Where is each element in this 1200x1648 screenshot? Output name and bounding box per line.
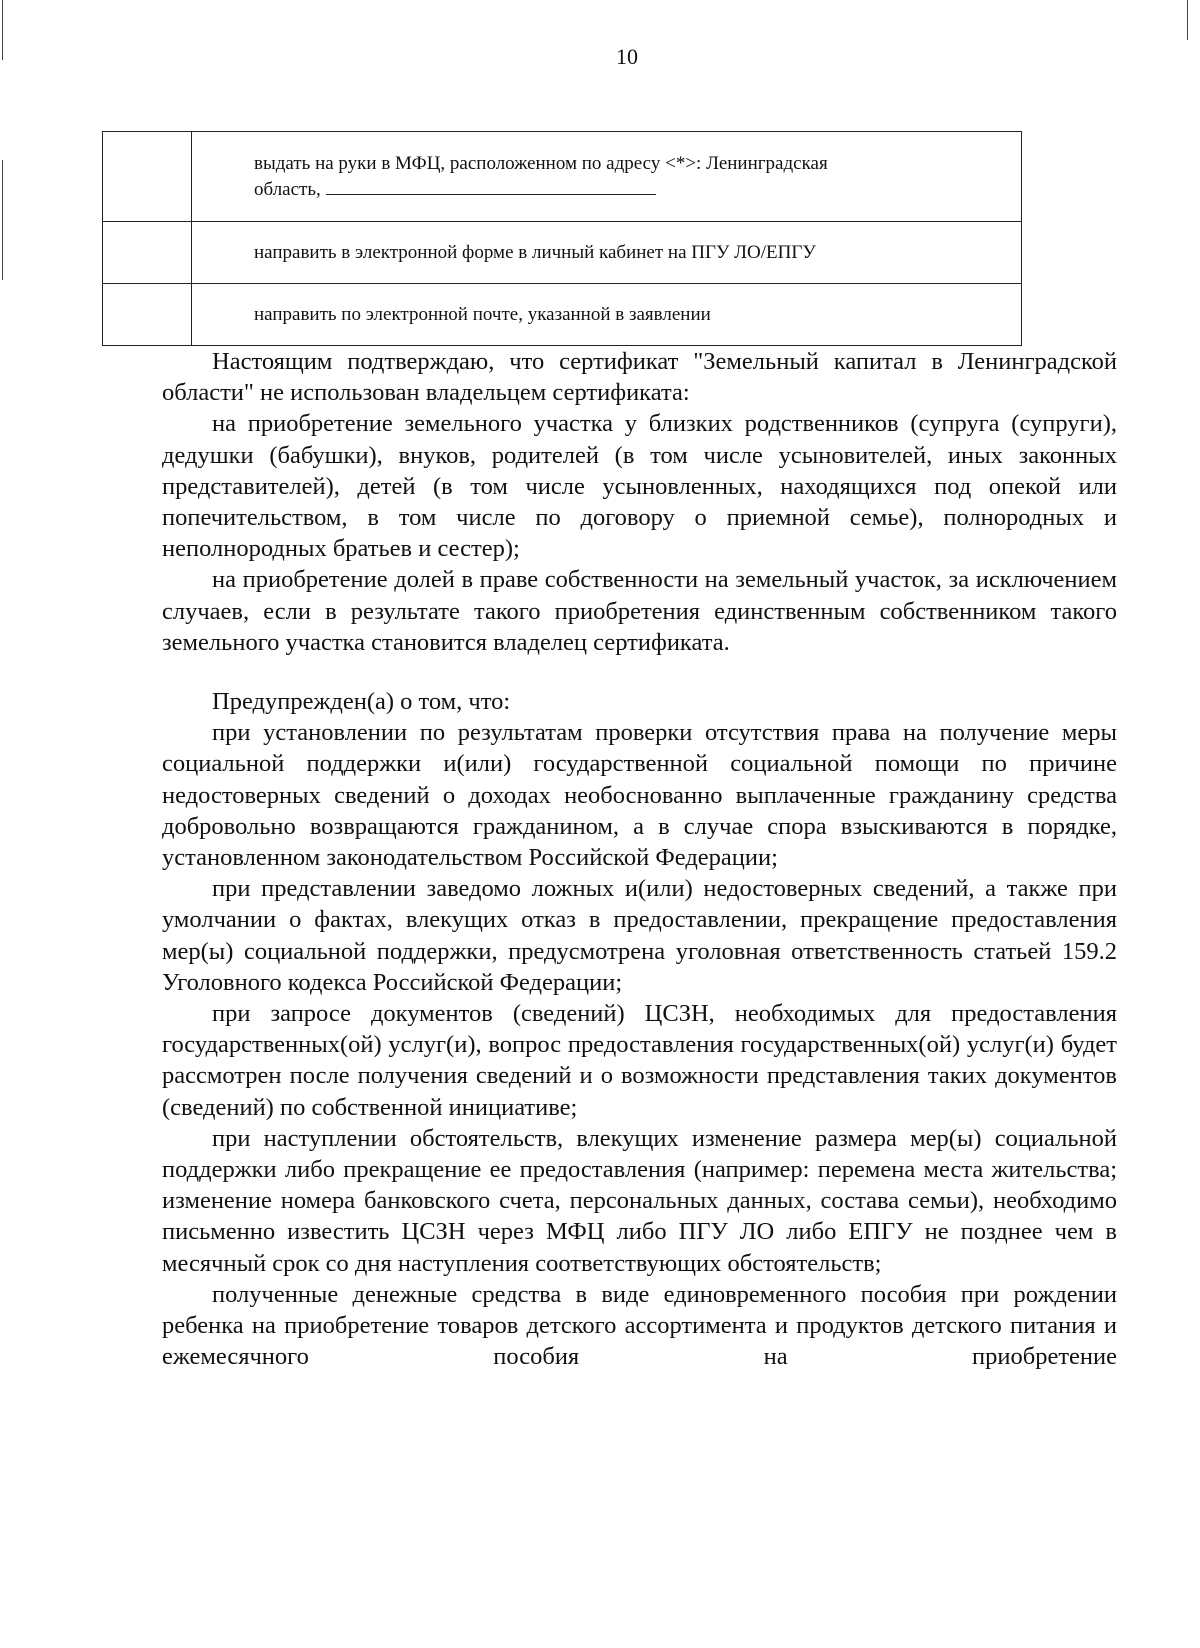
- address-blank-line[interactable]: [326, 176, 656, 195]
- scan-edge-mark: [2, 160, 3, 280]
- option-label: направить в электронной форме в личный кабинет на ПГУ ЛО/ЕПГУ: [254, 241, 816, 263]
- option-text-cell: [192, 284, 1022, 346]
- warning-paragraph: при запросе документов (сведений) ЦСЗН, необходимых для предоставления государственных(ой) услуг(и), вопрос предоставления государственных(ой) услуг(и) будет рассмотрен после получения сведений и о возможности представления таких документов (сведений) по собственной инициативе;: [162, 1000, 1117, 1121]
- option-label: выдать на руки в МФЦ, расположенном по адресу <*>: Ленинградская: [254, 152, 828, 174]
- page-number: 10: [616, 44, 638, 69]
- option-checkbox-cell[interactable]: [103, 132, 192, 222]
- option-checkbox-cell[interactable]: [103, 222, 192, 284]
- delivery-option-row: [103, 284, 1022, 346]
- delivery-option-row: [103, 132, 1022, 222]
- warning-paragraph: при представлении заведомо ложных и(или) недостоверных сведений, а также при умолчании о фактах, влекущих отказ в предоставлении, прекращение предоставления мер(ы) социальной поддержки, предусмотрена уголовная ответственность статьей 159.2 Уголовного кодекса Российской Федерации;: [162, 875, 1117, 996]
- warning-paragraph: при установлении по результатам проверки отсутствия права на получение меры социальной поддержки и(или) государственной социальной помощи по причине недостоверных сведений о доходах необоснованно выплаченные гражданину средства добровольно возвращаются гражданином, а в случае спора взыскиваются в порядке, установленном законодательством Российской Федерации;: [162, 719, 1117, 872]
- confirmation-paragraph: Настоящим подтверждаю, что сертификат "Земельный капитал в Ленинградской области" не использован владельцем сертификата:: [162, 348, 1117, 407]
- scan-edge-mark: [2, 0, 3, 60]
- clause-paragraph: на приобретение долей в праве собственности на земельный участок, за исключением случаев, если в результате такого приобретения единственным собственником такого земельного участка становится владелец сертификата.: [162, 566, 1117, 656]
- document-body: [162, 346, 1117, 1373]
- warning-heading: Предупрежден(а) о том, что:: [212, 688, 511, 716]
- option-text-cell: [192, 222, 1022, 284]
- delivery-options-table: [102, 131, 1022, 346]
- warning-paragraph: полученные денежные средства в виде единовременного пособия при рождении ребенка на приобретение товаров детского ассортимента и продуктов детского питания и ежемесячного пособия на приобретение: [162, 1280, 1117, 1371]
- warning-paragraph: при наступлении обстоятельств, влекущих изменение размера мер(ы) социальной поддержки либо прекращение ее предоставления (например: перемена места жительства; изменение номера банковского счета, персональных данных, состава семьи), необходимо письменно известить ЦСЗН через МФЦ либо ПГУ ЛО либо ЕПГУ не позднее чем в месячный срок со дня наступления соответствующих обстоятельств;: [162, 1124, 1117, 1277]
- option-label-line2: область,: [254, 178, 321, 200]
- option-checkbox-cell[interactable]: [103, 284, 192, 346]
- option-text-cell: [192, 132, 1022, 222]
- scan-edge-mark: [1187, 0, 1188, 40]
- option-label: направить по электронной почте, указанной в заявлении: [254, 303, 711, 325]
- clause-paragraph: на приобретение земельного участка у близких родственников (супруга (супруги), дедушки (бабушки), внуков, родителей (в том числе усыновителей, иных законных представителей), детей (в том числе усыновленных, находящихся под опекой или попечительством, в том числе по договору о приемной семье), полнородных и неполнородных братьев и сестер);: [162, 410, 1117, 563]
- delivery-option-row: [103, 222, 1022, 284]
